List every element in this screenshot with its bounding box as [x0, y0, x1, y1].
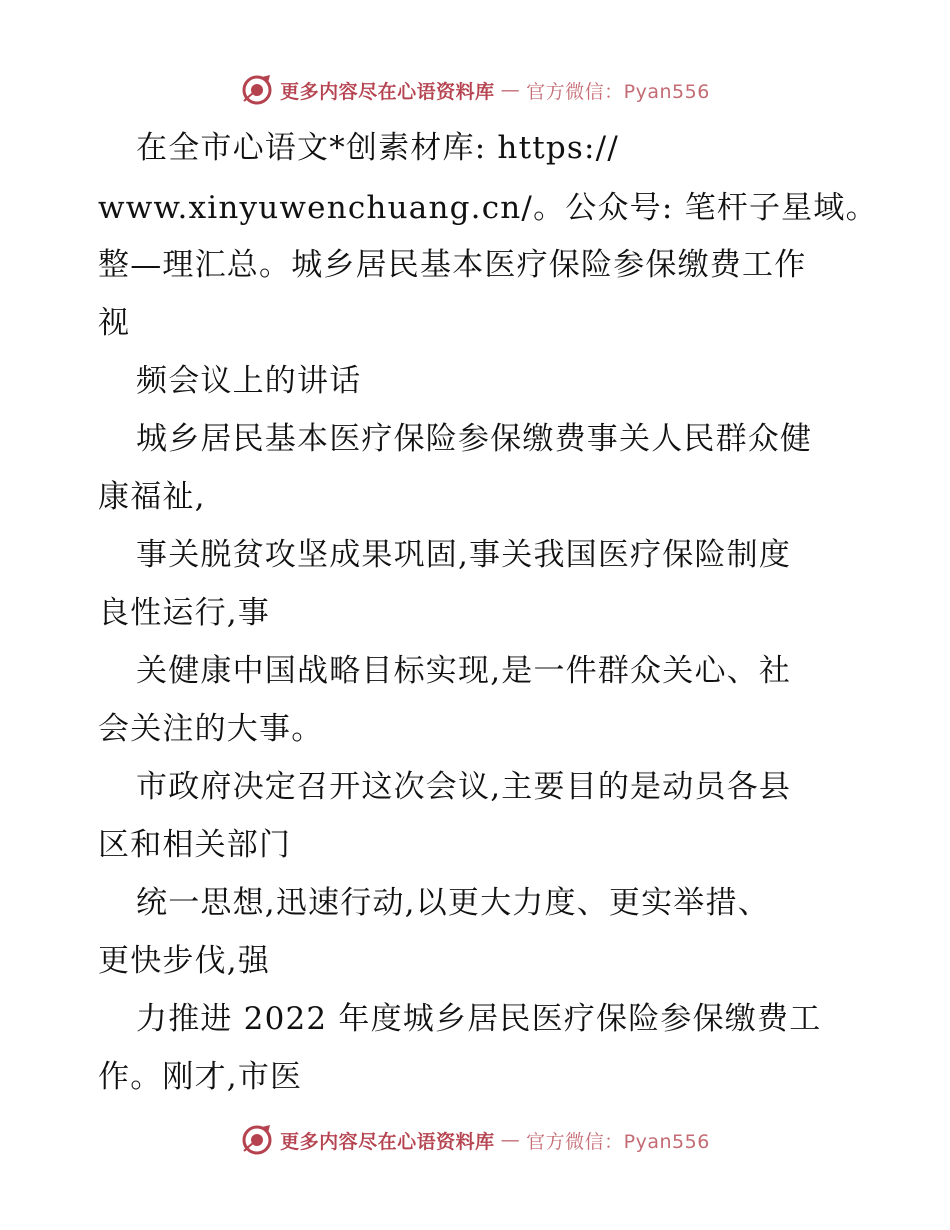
- footer-banner-inner: [240, 1123, 710, 1157]
- text-line: 视: [98, 305, 131, 341]
- text-line: 关健康中国战略目标实现,是一件群众关心、社: [136, 653, 792, 689]
- text-line: 事关脱贫攻坚成果巩固,事关我国医疗保险制度: [136, 537, 792, 573]
- header-banner-dash: —: [500, 79, 521, 101]
- pen-circle-logo-icon: [240, 73, 274, 107]
- pen-circle-logo-icon: [240, 1123, 274, 1157]
- header-banner: [0, 70, 950, 110]
- footer-banner-wechat: 官方微信：Pyan556: [526, 1130, 710, 1153]
- header-banner-inner: [240, 73, 710, 107]
- text-line: 会关注的大事。: [98, 711, 324, 747]
- text-line: 作。刚才,市医: [98, 1059, 303, 1095]
- footer-banner-title: 更多内容尽在心语资料库: [280, 1130, 495, 1153]
- text-line: 整—理汇总。城乡居民基本医疗保险参保缴费工作: [98, 247, 807, 283]
- text-line: 良性运行,事: [98, 595, 271, 631]
- text-line: www.xinyuwenchuang.cn/。公众号: 笔杆子星域。: [98, 190, 878, 226]
- text-line: 区和相关部门: [98, 827, 292, 863]
- text-line: 力推进 2022 年度城乡居民医疗保险参保缴费工: [136, 1001, 822, 1037]
- text-line: 康福祉,: [98, 479, 206, 515]
- footer-banner-dash: —: [500, 1129, 521, 1151]
- text-line: 城乡居民基本医疗保险参保缴费事关人民群众健: [136, 421, 813, 457]
- text-line: 在全市心语文*创素材库: https://: [136, 130, 619, 166]
- text-line: 频会议上的讲话: [136, 363, 362, 399]
- text-line: 市政府决定召开这次会议,主要目的是动员各县: [136, 769, 792, 805]
- text-line: 统一思想,迅速行动,以更大力度、更实举措、: [136, 885, 770, 921]
- header-banner-title: 更多内容尽在心语资料库: [280, 80, 495, 103]
- text-line: 更快步伐,强: [98, 943, 271, 979]
- header-banner-wechat: 官方微信：Pyan556: [526, 80, 710, 103]
- footer-banner: [0, 1120, 950, 1160]
